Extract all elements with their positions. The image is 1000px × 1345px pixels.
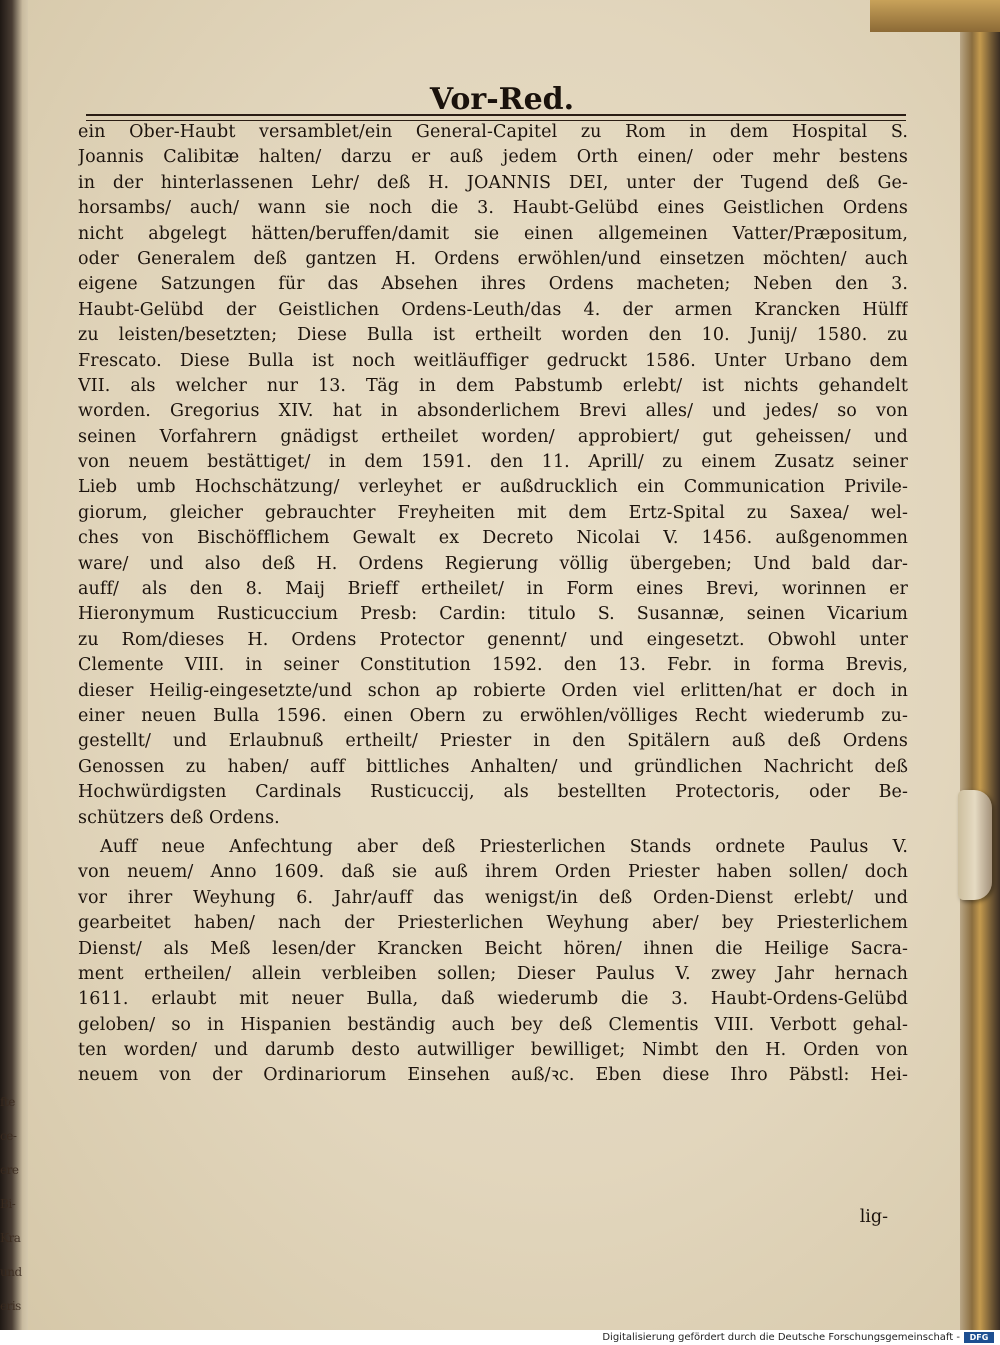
facing-fragment: Kra — [0, 1231, 21, 1245]
facing-fragment: Bi- — [0, 1197, 16, 1211]
text-line: Joannis Calibitæ halten/ darzu er auß jedem Orth einen/ oder mehr bestens — [78, 147, 908, 168]
text-line: dieser Heilig-eingesetzte/und schon ap robierte Orden viel erlitten/hat er doch in — [78, 680, 908, 701]
text-line: in der hinterlassenen Lehr/ deß H. JOANNIS DEI, unter der Tugend deß Ge- — [78, 172, 908, 193]
book-page — [28, 0, 976, 1330]
book-clasp — [958, 790, 992, 900]
facing-fragment: fte — [0, 1095, 15, 1109]
text-line: auff/ als den 8. Maij Brieff ertheilet/ in Form eines Brevi, worinnen er — [78, 579, 908, 600]
text-line: worden. Gregorius XIV. hat in absonderlichem Brevi alles/ und jedes/ so von — [78, 401, 908, 422]
body-text — [78, 120, 908, 1089]
text-line: ware/ und also deß H. Ordens Regierung völlig übergeben; Und bald dar- — [78, 553, 908, 574]
text-line: giorum, gleicher gebrauchter Freyheiten mit dem Ertz-Spital zu Saxea/ wel- — [78, 502, 908, 523]
footer-credit: Digitalisierung gefördert durch die Deutsche Forschungsgemeinschaft - — [602, 1332, 960, 1343]
text-line: 1611. erlaubt mit neuer Bulla, daß wiederumb die 3. Haubt-Ordens-Gelübd — [78, 989, 908, 1010]
text-line: oder Generalem deß gantzen H. Ordens erwöhlen/und einsetzen möchten/ auch — [78, 248, 908, 269]
text-line: nicht abgelegt hätten/beruffen/damit sie einen allgemeinen Vatter/Præpositum, — [78, 223, 908, 244]
text-line: Haubt-Gelübd der Geistlichen Ordens-Leuth/das 4. der armen Krancken Hülff — [78, 299, 908, 320]
facing-fragment: ce- — [0, 1129, 17, 1143]
text-line: zu Rom/dieses H. Ordens Protector genennt/ und eingesetzt. Obwohl unter — [78, 629, 908, 650]
text-line: seinen Vorfahrern gnädigst ertheilet worden/ approbiert/ gut geheissen/ und — [78, 426, 908, 447]
text-line: horsambs/ auch/ wann sie noch die 3. Haubt-Gelübd eines Geistlichen Ordens — [78, 198, 908, 219]
text-line: einer neuen Bulla 1596. einen Obern zu erwöhlen/völliges Recht wiederumb zu- — [78, 705, 908, 726]
text-line: eigene Satzungen für das Absehen ihres Ordens macheten; Neben den 3. — [78, 274, 908, 295]
text-line: Hochwürdigsten Cardinals Rusticuccij, als bestellten Protectoris, oder Be- — [78, 782, 908, 803]
running-head: Vor-Red. — [429, 82, 575, 117]
dfg-logo: DFG — [964, 1332, 994, 1343]
text-line: Auff neue Anfechtung aber deß Priesterlichen Stands ordnete Paulus V. — [100, 836, 908, 857]
text-line: ten worden/ und darumb desto autwilliger bewilliget; Nimbt den H. Orden von — [78, 1040, 908, 1061]
text-line: Clemente VIII. in seiner Constitution 1592. den 13. Febr. in forma Brevis, — [78, 655, 908, 676]
text-line: Hieronymum Rusticuccium Presb: Cardin: titulo S. Susannæ, seinen Vicarium — [78, 604, 908, 625]
facing-fragment: ere — [0, 1163, 19, 1177]
gilt-edge-top — [870, 0, 1000, 32]
text-line: zu leisten/besetzten; Diese Bulla ist ertheilt worden den 10. Junij/ 1580. zu — [78, 325, 908, 346]
facing-page-fragments — [0, 1085, 30, 1323]
text-line: von neuem bestättiget/ in dem 1591. den 11. Aprill/ zu einem Zusatz seiner — [78, 452, 908, 473]
text-line: von neuem/ Anno 1609. daß sie auß ihrem Orden Priester haben sollen/ doch — [78, 862, 908, 883]
text-line: ein Ober-Haubt versamblet/ein General-Capitel zu Rom in dem Hospital S. — [78, 122, 908, 142]
page-edge — [960, 0, 1000, 1330]
text-line: ment ertheilen/ allein verbleiben sollen; Dieser Paulus V. zwey Jahr hernach — [78, 963, 908, 984]
text-line: schützers deß Ordens. — [78, 807, 280, 828]
text-line: Genossen zu haben/ auff bittliches Anhalten/ und gründlichen Nachricht deß — [78, 756, 908, 777]
text-line: Lieb umb Hochschätzung/ verleyhet er außdrucklich ein Communication Privile- — [78, 477, 908, 498]
text-line: geloben/ so in Hispanien beständig auch bey deß Clementis VIII. Verbott gehal- — [78, 1014, 908, 1035]
text-line: Dienst/ als Meß lesen/der Krancken Beicht hören/ ihnen die Heilige Sacra- — [78, 938, 908, 959]
text-line: gestellt/ und Erlaubnuß ertheilt/ Priester in den Spitälern auß deß Ordens — [78, 731, 908, 752]
text-line: ches von Bischöfflichem Gewalt ex Decreto Nicolai V. 1456. außgenommen — [78, 528, 908, 549]
facing-fragment: und — [0, 1265, 22, 1279]
text-line: vor ihrer Weyhung 6. Jahr/auff das wenigst/in deß Orden-Dienst erlebt/ und — [78, 887, 908, 908]
text-line: Frescato. Diese Bulla ist noch weitläuffiger gedruckt 1586. Unter Urbano dem — [78, 350, 908, 371]
text-line: VII. als welcher nur 13. Täg in dem Pabstumb erlebt/ ist nichts gehandelt — [78, 375, 908, 396]
text-line: gearbeitet haben/ nach der Priesterlichen Weyhung aber/ bey Priesterlichem — [78, 913, 908, 934]
footer-bar — [0, 1330, 1000, 1345]
text-line: neuem von der Ordinariorum Einsehen auß/ꝛc. Eben diese Ihro Päbstl: Hei- — [78, 1065, 908, 1086]
catchword: lig- — [859, 1207, 888, 1227]
facing-fragment: eris — [0, 1299, 21, 1313]
